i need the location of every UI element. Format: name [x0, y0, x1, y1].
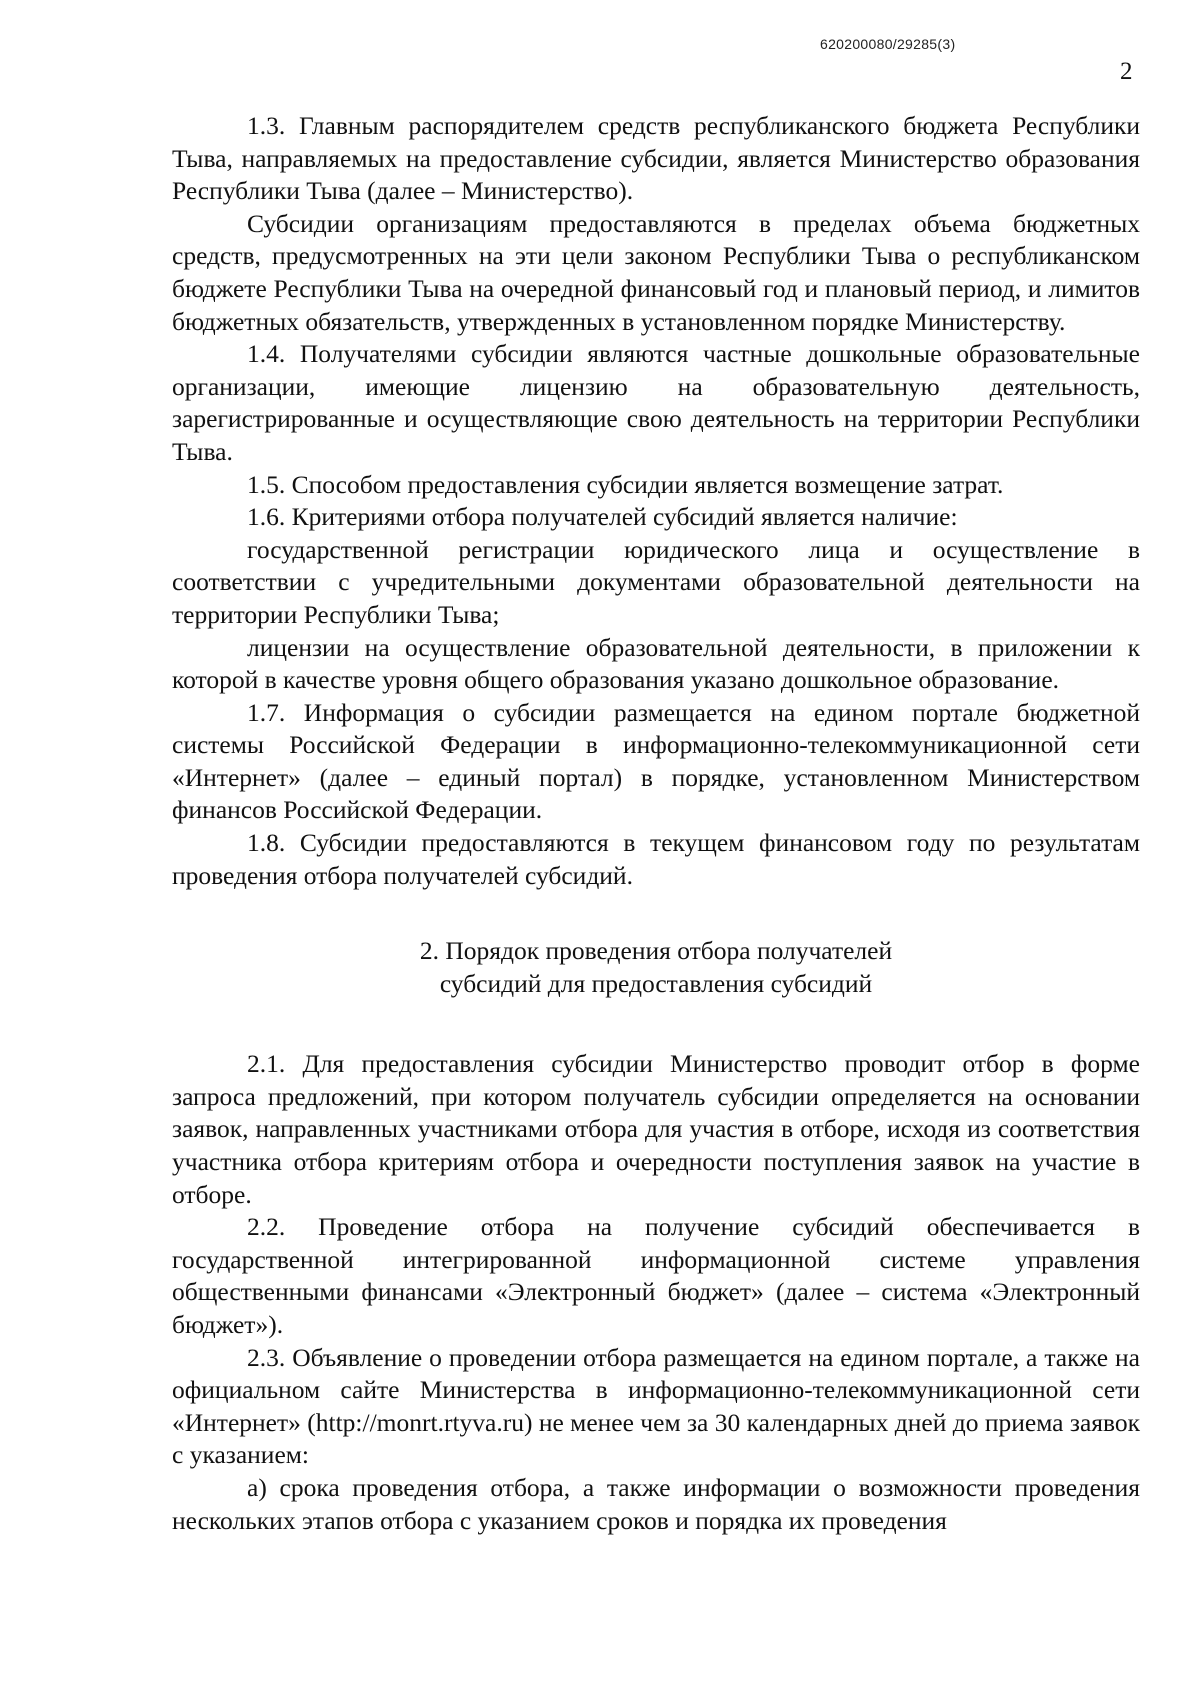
paragraph-criterion-license: лицензии на осуществление образовательной деятельности, в приложении к которой в качестве уровня общего образования указано дошкольное образование.: [172, 632, 1140, 695]
page-number: 2: [1120, 58, 1133, 85]
document-body: [172, 110, 1140, 1537]
paragraph-2-1: 2.1. Для предоставления субсидии Министерство проводит отбор в форме запроса предложений, при котором получатель субсидии определяется на основании заявок, направленных участниками отбора для участия в отборе, исходя из соответствия участника отбора критериям отбора и очередности поступления заявок на участие в отборе.: [172, 1049, 1140, 1209]
paragraph-1-5: 1.5. Способом предоставления субсидии является возмещение затрат.: [247, 469, 1004, 499]
paragraph-1-7: 1.7. Информация о субсидии размещается на едином портале бюджетной системы Российской Федерации в информационно-телекоммуникационной сети «Интернет» (далее – единый портал) в порядке, установленном Министерством финансов Российской Федерации.: [172, 697, 1140, 825]
section-heading-line-1: 2. Порядок проведения отбора получателей: [419, 936, 893, 966]
paragraph-subsidy-limits: Субсидии организациям предоставляются в пределах объема бюджетных средств, предусмотренных на эти цели законом Республики Тыва о республиканском бюджете Республики Тыва на очередной финансовый год и плановый период, и лимитов бюджетных обязательств, утвержденных в установленном порядке Министерству.: [172, 208, 1140, 336]
paragraph-1-3: 1.3. Главным распорядителем средств республиканского бюджета Республики Тыва, направляемых на предоставление субсидии, является Министерство образования Республики Тыва (далее – Министерство).: [172, 111, 1140, 206]
paragraph-2-3: 2.3. Объявление о проведении отбора размещается на едином портале, а также на официальном сайте Министерства в информационно-телекоммуникационной сети «Интернет» (http://monrt.rtyva.ru) не менее чем за 30 календарных дней до приема заявок с указанием:: [172, 1342, 1140, 1470]
section-heading: [172, 934, 1140, 1000]
paragraph-2-2: 2.2. Проведение отбора на получение субсидий обеспечивается в государственной интегрированной информационной системе управления общественными финансами «Электронный бюджет» (далее – система «Электронный бюджет»).: [172, 1212, 1140, 1339]
paragraph-2-3-a: а) срока проведения отбора, а также информации о возможности проведения нескольких этапов отбора с указанием сроков и порядка их проведения: [172, 1472, 1140, 1535]
paragraph-criterion-registration: государственной регистрации юридического лица и осуществление в соответствии с учредительными документами образовательной деятельности на территории Республики Тыва;: [172, 534, 1140, 629]
paragraph-1-4: 1.4. Получателями субсидии являются частные дошкольные образовательные организации, имеющие лицензию на образовательную деятельность, зарегистрированные и осуществляющие свою деятельность на территории Республики Тыва.: [172, 339, 1140, 466]
paragraph-1-6: 1.6. Критериями отбора получателей субсидий является наличие:: [247, 502, 958, 532]
section-heading-line-2: субсидий для предоставления субсидий: [439, 969, 873, 999]
document-id: 620200080/29285(3): [820, 36, 956, 52]
paragraph-1-8: 1.8. Субсидии предоставляются в текущем финансовом году по результатам проведения отбора получателей субсидий.: [172, 828, 1140, 890]
